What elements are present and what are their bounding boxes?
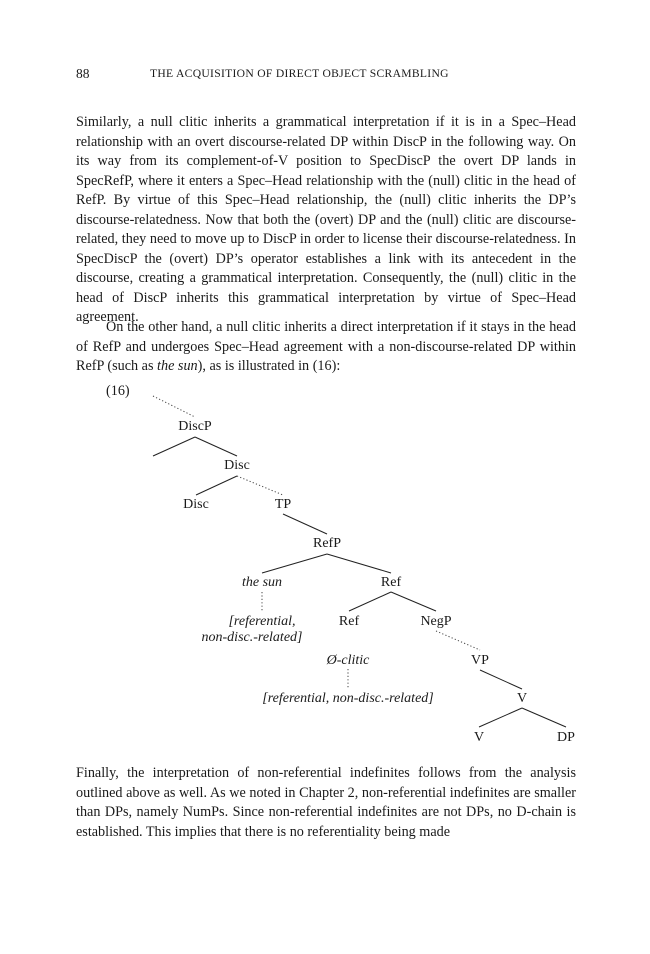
node-refp: RefP [313,536,341,551]
node-dp: DP [557,730,575,745]
feature-label-clitic: [referential, non-disc.-related] [262,691,434,706]
feature-label-dp-2: non-disc.-related] [201,630,303,645]
node-disc-bar: Disc [224,458,250,473]
paragraph-3: Finally, the interpretation of non-referential indefinites follows from the analysis outlined above as well. As we noted in Chapter 2, non-referential indefinites are smaller than DPs, namely NumPs. Since non-referential indefinites are not DPs, no D-chain is established. This implies that there is no referentiality being made [76,765,576,840]
node-ref-head: Ref [338,614,360,629]
tree-branch-dotted [436,631,480,650]
node-ref-bar: Ref [380,575,402,590]
tree-branch [283,514,327,534]
feature-label-dp-1: [referential, [228,614,296,629]
tree-branch-dotted [237,476,283,495]
tree-branch [195,437,237,456]
node-tp: TP [274,497,292,512]
paragraph-2 [76,318,576,377]
node-discp: DiscP [178,419,212,434]
page-number: 88 [76,66,90,81]
tree-branch [522,708,566,727]
node-disc-head: Disc [183,497,209,512]
tree-branch [153,437,195,456]
tree-branch [349,592,391,611]
node-the-sun: the sun [241,575,283,590]
node-v-bar: V [516,691,528,706]
syntax-tree [0,380,650,760]
paragraph-2-text-b: ), as is illustrated in (16): [197,358,341,374]
tree-branch [196,476,237,495]
node-clitic: Ø-clitic [326,653,370,668]
paragraph-1: Similarly, a null clitic inherits a grammatical interpretation if it is in a Spec–Head relationship with an overt discourse-related DP within DiscP in the following way. On its way from its complement-of-V position to SpecDiscP the overt DP lands in SpecRefP, where it enters a Spec–Head relationship with the (null) clitic in the head of RefP. By virtue of this Spec–Head relationship, the (null) clitic inherits the DP’s discourse-relatedness. Now that both the (overt) DP and the (null) clitic are discourse-related, they need to move up to DiscP in order to license their discourse-relatedness. In SpecDiscP the (overt) DP’s operator establishes a link with its antecedent in the discourse, creating a grammatical interpretation. Consequently, the (null) clitic in the head of DiscP inherits this grammatical interpretation by virtue of Spec–Head agreement. [76,114,576,325]
tree-branch [479,708,522,727]
example-number: (16) [106,383,130,399]
tree-branch [391,592,436,611]
node-negp: NegP [420,614,452,629]
node-v-head: V [473,730,485,745]
running-title: THE ACQUISITION OF DIRECT OBJECT SCRAMBLING [150,67,449,80]
tree-branch [480,670,522,689]
paragraph-2-italic: the sun [157,358,198,374]
paragraph-2-text-a: On the other hand, a null clitic inherits a direct interpretation if it stays in the head of RefP and undergoes Spec–Head agreement with a non-discourse-related DP within RefP (such as [76,319,576,374]
running-header [76,66,576,86]
tree-branch [327,554,391,573]
node-vp: VP [471,653,489,668]
tree-branch-dotted [153,396,195,417]
tree-branch [262,554,327,573]
